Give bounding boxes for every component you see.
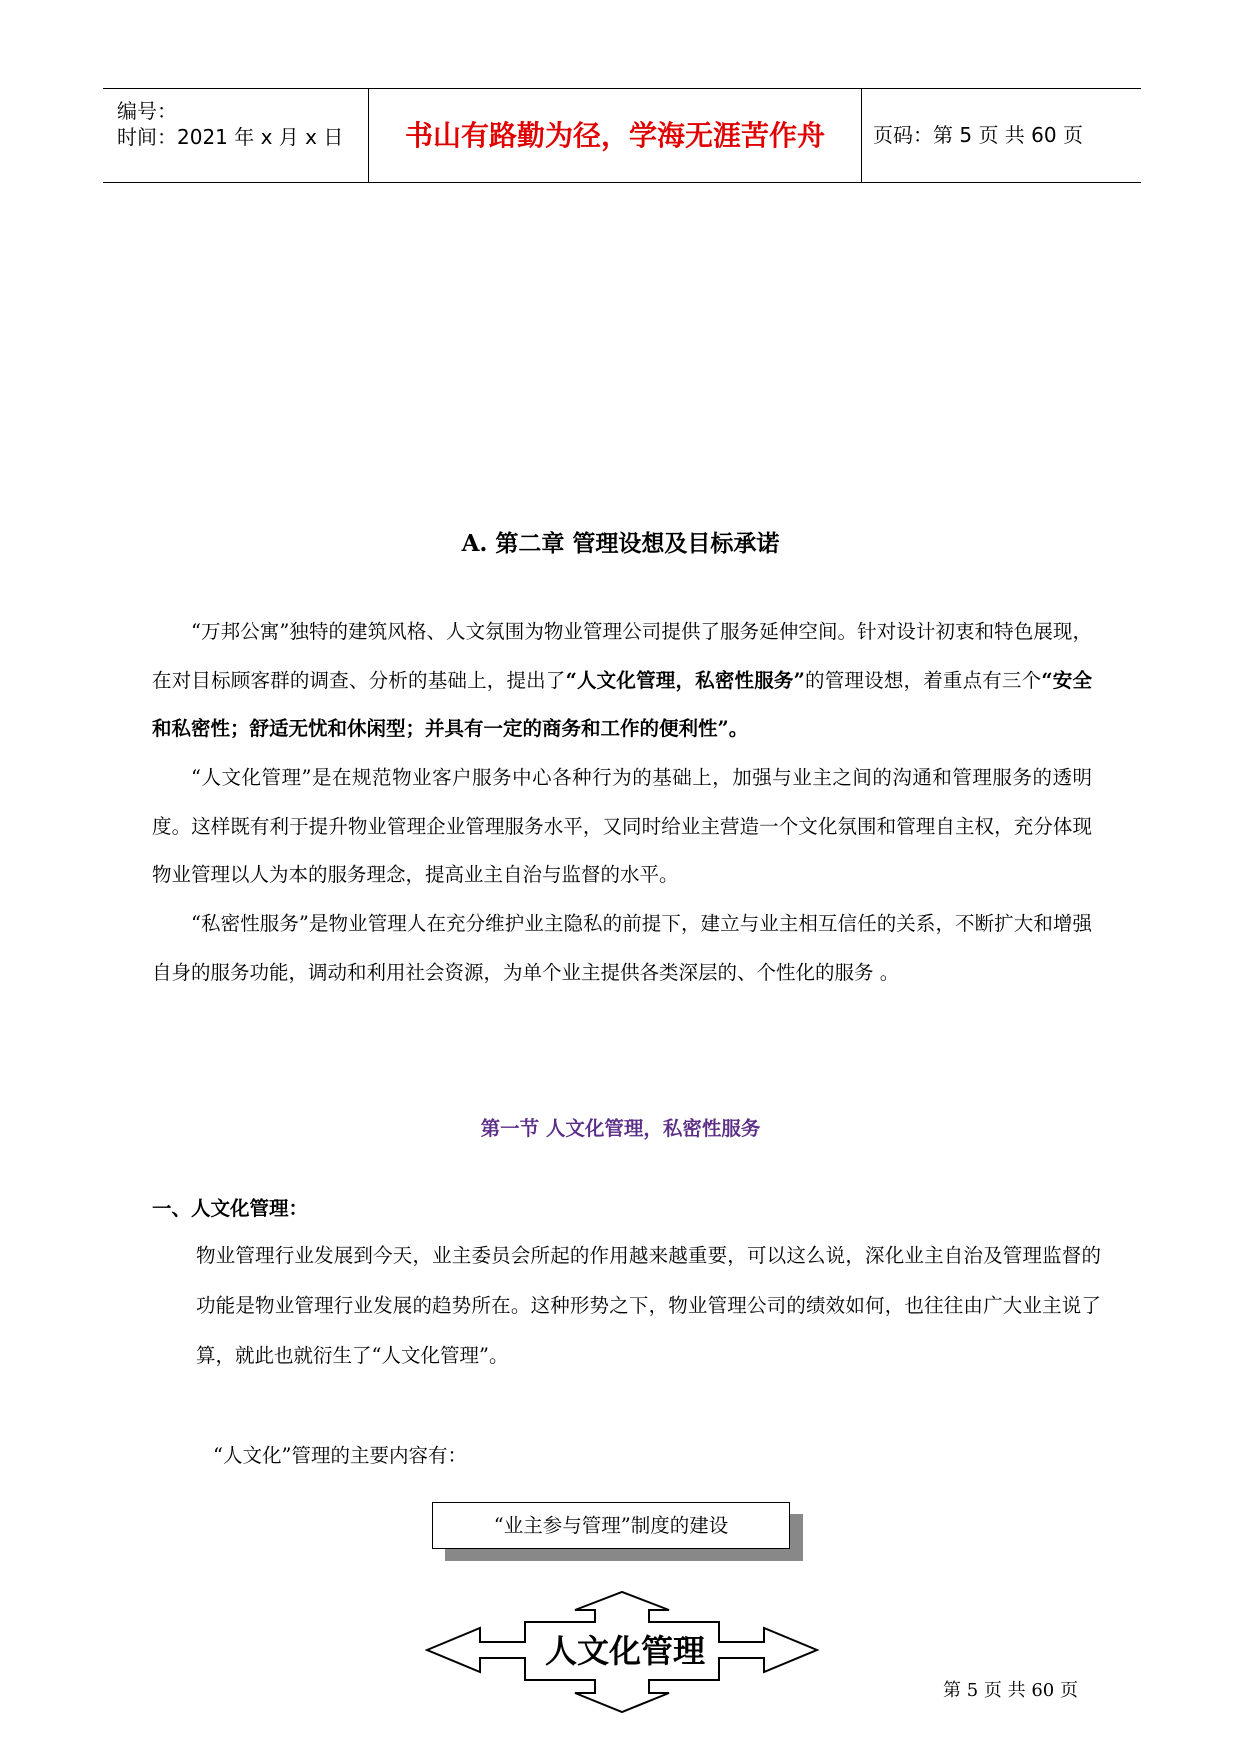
p1-text-c: 的管理设想，着重点有三个 (804, 668, 1042, 692)
paragraph-2: “人文化管理”是在规范物业客户服务中心各种行为的基础上，加强与业主之间的沟通和管理服务的透明度。这样既有利于提升物业管理企业管理服务水平，又同时给业主营造一个文化氛围和管理自主权，充分体现物业管理以人为本的服务理念，提高业主自治与监督的水平。 (152, 766, 1092, 886)
section-title: 第一节 人文化管理，私密性服务 (480, 1117, 761, 1140)
paragraph-1 (152, 608, 1092, 754)
intro-line: “人文化”管理的主要内容有： (213, 1444, 467, 1467)
header-motto: 书山有路勤为径，学海无涯苦作舟 (369, 89, 862, 182)
page-header (103, 88, 1141, 183)
subheading: 一、人文化管理： (152, 1197, 309, 1220)
number-label: 编号： (117, 99, 177, 123)
p1-bold-d: “安全和私密性；舒适无忧和休闲型；并具有一定的商务和工作的便利性”。 (152, 668, 1092, 740)
time-label: 时间：2021 年 x 月 x 日 (117, 125, 344, 149)
page-footer: 第 5 页 共 60 页 (943, 1680, 1078, 1701)
p1-text-a: “万邦公寓”独特的建筑风格、人文氛围为物业管理公司提供了服务延伸空间。针对设计初衷和特色展现，在对目标顾客群的调查、分析的基础上，提出了 (152, 620, 1092, 692)
diagram-box: “业主参与管理”制度的建设 (432, 1502, 790, 1549)
paragraph-3: “私密性服务”是物业管理人在充分维护业主隐私的前提下，建立与业主相互信任的关系，不断扩大和增强自身的服务功能，调动和利用社会资源，为单个业主提供各类深层的、个性化的服务 。 (152, 912, 1092, 984)
header-page-code: 页码：第 5 页 共 60 页 (873, 123, 1083, 147)
header-meta (103, 89, 369, 182)
sub-paragraph: 物业管理行业发展到今天，业主委员会所起的作用越来越重要，可以这么说，深化业主自治及管理监督的功能是物业管理行业发展的趋势所在。这种形势之下，物业管理公司的绩效如何，也往往由广大业主说了算，就此也就衍生了“人文化管理”。 (196, 1244, 1101, 1367)
diagram-center-label: 人文化管理 (544, 1632, 705, 1670)
p1-bold-b: “人文化管理，私密性服务” (565, 668, 805, 692)
chapter-title: A. 第二章 管理设想及目标承诺 (461, 530, 780, 557)
